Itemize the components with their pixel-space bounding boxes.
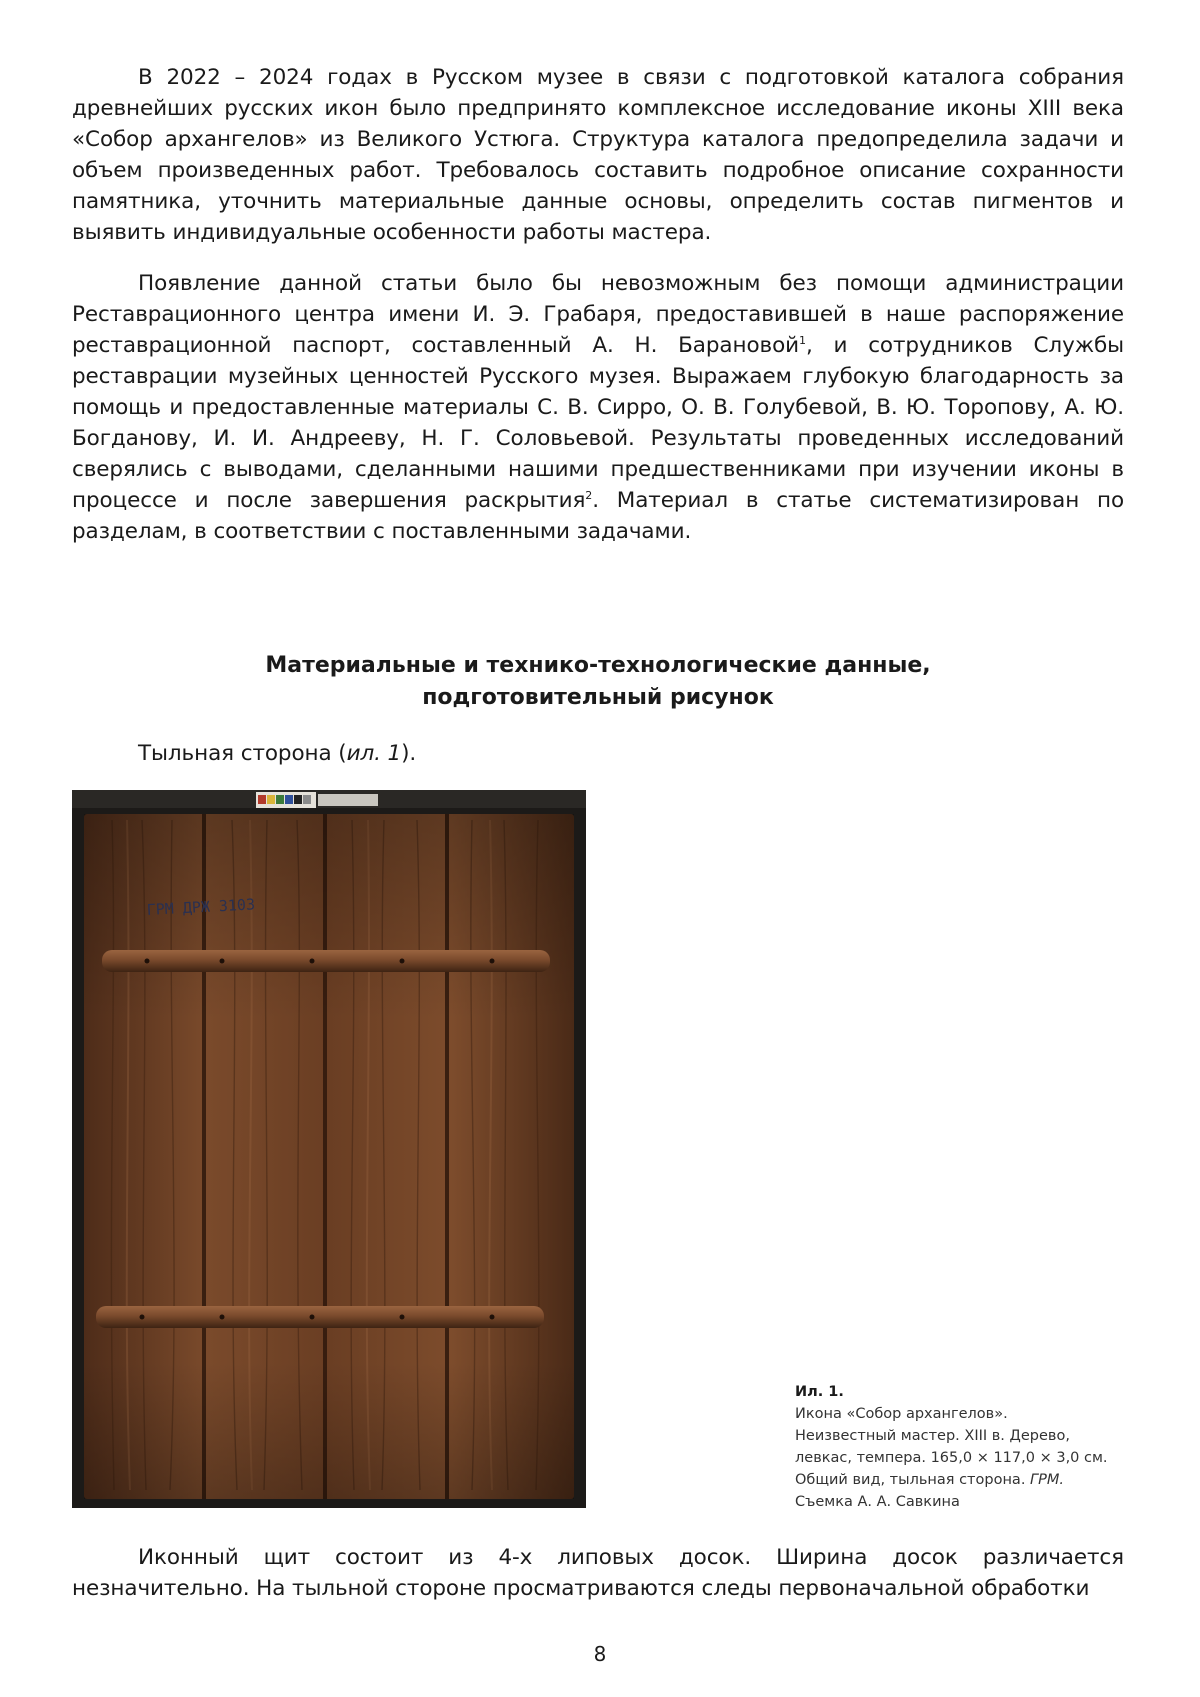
paragraph-intro: В 2022 – 2024 годах в Русском музее в связи с подготовкой каталога собрания древнейших русских икон было предпринято комплексное исследование иконы XIII века «Собор архангелов» из Великого Устюга. Структура каталога предопределила задачи и объем произведенных работ. Требовалось составить подробное описание сохранности памятника, уточнить материальные данные основы, определить состав пигментов и выявить индивидуальные особенности работы мастера. — [72, 65, 1124, 245]
section-heading — [72, 650, 1124, 714]
paragraph-text: , и сотрудников Службы реставрации музейных ценностей Русского музея. Выражаем глубокую благодарность за помощь и предоставленные материалы С. В. Сирро, О. В. Голубевой, В. Ю. Торопову, А. Ю. Богданову, И. И. Андрееву, Н. Г. Соловьевой. Результаты проведенных исследований сверялись с выводами, сделанными нашими предшественниками при изучении иконы в процессе и после завершения раскрытия — [72, 333, 1124, 513]
caption-title: Ил. 1. — [795, 1384, 844, 1400]
subsection-label — [72, 738, 1124, 769]
caption-line: левкас, темпера. 165,0 × 117,0 × 3,0 см. — [795, 1450, 1108, 1466]
icon-panel — [84, 814, 574, 1499]
caption-line — [795, 1469, 1135, 1491]
caption-photo-credit: Съемка А. А. Савкина — [795, 1494, 960, 1510]
subsection-text: Тыльная сторона ( — [138, 741, 347, 766]
paragraph-text: . Материал в статье систематизирован по разделам, в соответствии с поставленными задачами. — [72, 488, 1125, 544]
section-heading-line-2: подготовительный рисунок — [422, 685, 774, 710]
figure-reference[interactable]: ил. 1 — [346, 741, 402, 766]
icon-back-photo — [72, 790, 586, 1508]
paragraph-text: Появление данной статьи было бы невозможным без помощи администрации Реставрационного центра имени И. Э. Грабаря, предоставившей в наше распоряжение реставрационной паспорт, составленный А. Н. Барановой — [72, 271, 1124, 358]
caption-line: Неизвестный мастер. XIII в. Дерево, — [795, 1428, 1070, 1444]
page-number: 8 — [593, 1642, 607, 1666]
figure-icon-back-photo — [72, 790, 586, 1508]
upper-batten — [102, 950, 550, 972]
footnote-ref-1[interactable]: 1 — [799, 333, 806, 347]
caption-line: Икона «Собор архангелов». — [795, 1406, 1008, 1422]
caption-museum-abbrev: ГРМ. — [1030, 1472, 1064, 1488]
caption-line-text: Общий вид, тыльная сторона. — [795, 1472, 1031, 1488]
footnote-ref-2[interactable]: 2 — [585, 488, 593, 502]
paragraph-panel-description: Иконный щит состоит из 4-х липовых досок. Ширина досок различается незначительно. На тыльной стороне просматриваются следы первоначальной обработки — [72, 1545, 1124, 1601]
figure-caption — [795, 1381, 1135, 1513]
subsection-text-end: ). — [401, 741, 417, 766]
inventory-inscription: ГРМ ДРЖ 3103 — [146, 895, 256, 919]
lower-batten — [96, 1306, 544, 1328]
section-heading-line-1: Материальные и технико-технологические данные, — [265, 653, 931, 678]
paragraph-acknowledgements — [72, 268, 1124, 547]
